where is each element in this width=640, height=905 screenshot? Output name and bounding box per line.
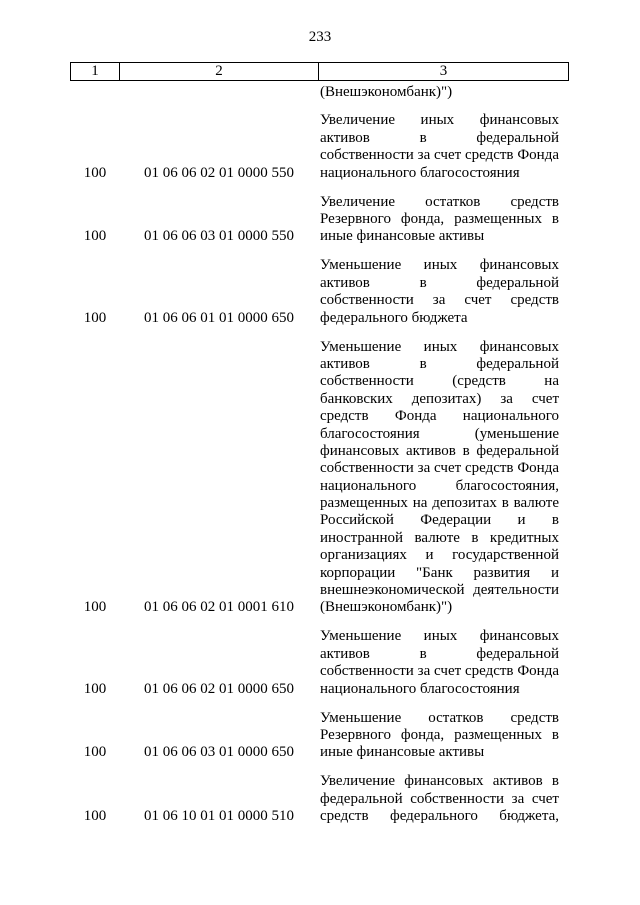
description-line: Уменьшение иных финансовых [320, 338, 559, 355]
table-row [70, 628, 568, 698]
description-line: собственности за счет средств Фонда [320, 663, 559, 680]
description-line: организациях и государственной [320, 547, 559, 564]
description-line: национального благосостояния [320, 680, 520, 697]
description-line: финансовых активов в федеральной [320, 442, 559, 459]
description-line: Уменьшение иных финансовых [320, 628, 559, 645]
row-description [318, 773, 568, 825]
description-line: благосостояния (уменьшение [320, 425, 559, 442]
description-line: национального благосостояния [320, 164, 520, 181]
table-row [70, 194, 568, 246]
table-header-col2: 2 [120, 63, 319, 80]
row-col2: 01 06 06 01 01 0000 650 [144, 309, 294, 326]
row-col1: 100 [83, 309, 107, 326]
row-col1: 100 [83, 599, 107, 616]
description-line: активов в федеральной [320, 129, 559, 146]
description-line: Российской Федерации и в [320, 512, 559, 529]
description-line: собственности за счет средств Фонда [320, 147, 559, 164]
description-line: собственности за счет средств Фонда [320, 460, 559, 477]
page-number: 233 [308, 29, 332, 45]
row-description [318, 112, 568, 182]
description-line: федеральной собственности за счет [320, 790, 559, 807]
description-line: средств федерального бюджета, [320, 808, 559, 825]
description-line: активов в федеральной [320, 274, 559, 291]
row-col1: 100 [83, 228, 107, 245]
table-row [70, 257, 568, 327]
continuation-row [70, 84, 568, 101]
row-col2: 01 06 06 02 01 0000 550 [144, 164, 294, 181]
description-line: активов в федеральной [320, 355, 559, 372]
description-line: (Внешэкономбанк)") [320, 599, 453, 616]
row-description [318, 710, 568, 762]
row-col1: 100 [83, 808, 107, 825]
table-row [70, 773, 568, 825]
row-description [318, 339, 568, 617]
row-description [318, 628, 568, 698]
description-line: Увеличение финансовых активов в [320, 773, 559, 790]
row-col2: 01 06 06 02 01 0001 610 [144, 599, 294, 616]
description-line: активов в федеральной [320, 645, 559, 662]
table-header-col3: 3 [439, 63, 448, 79]
row-col1: 100 [83, 744, 107, 761]
description-line: Резервного фонда, размещенных в [320, 211, 559, 228]
row-description [318, 257, 568, 327]
description-line: Уменьшение остатков средств [320, 709, 559, 726]
description-line: федерального бюджета [320, 309, 468, 326]
row-description [318, 194, 568, 246]
description-line: иностранной валюте в кредитных [320, 529, 559, 546]
row-col2 [120, 84, 318, 101]
table-header [70, 62, 569, 81]
description-line: собственности за счет средств [320, 292, 559, 309]
description-line: корпорации "Банк развития и [320, 564, 559, 581]
description-line: (Внешэкономбанк)") [320, 83, 453, 100]
table-row [70, 112, 568, 182]
table-row [70, 710, 568, 762]
description-line: Увеличение остатков средств [320, 193, 559, 210]
description-line: средств Фонда национального [320, 408, 559, 425]
row-col2: 01 06 10 01 01 0000 510 [144, 808, 294, 825]
table-body [70, 84, 568, 826]
description-line: размещенных на депозитах в валюте [320, 495, 559, 512]
description-line: иные финансовые активы [320, 744, 485, 761]
table-row [70, 339, 568, 617]
row-col2: 01 06 06 02 01 0000 650 [144, 680, 294, 697]
row-col2: 01 06 06 03 01 0000 550 [144, 228, 294, 245]
row-col2: 01 06 06 03 01 0000 650 [144, 744, 294, 761]
description-line: иные финансовые активы [320, 228, 485, 245]
row-col1: 100 [83, 164, 107, 181]
row-col1 [70, 84, 120, 101]
description-line: банковских депозитах) за счет [320, 390, 559, 407]
row-col1: 100 [83, 680, 107, 697]
description-line: внешнеэкономической деятельности [320, 582, 559, 599]
table-header-col1: 1 [71, 63, 120, 80]
description-line: Уменьшение иных финансовых [320, 257, 559, 274]
description-line: национального благосостояния, [320, 477, 559, 494]
description-line: Резервного фонда, размещенных в [320, 726, 559, 743]
continuation-text [318, 84, 568, 101]
description-line: Увеличение иных финансовых [320, 112, 559, 129]
description-line: собственности (средств на [320, 373, 559, 390]
